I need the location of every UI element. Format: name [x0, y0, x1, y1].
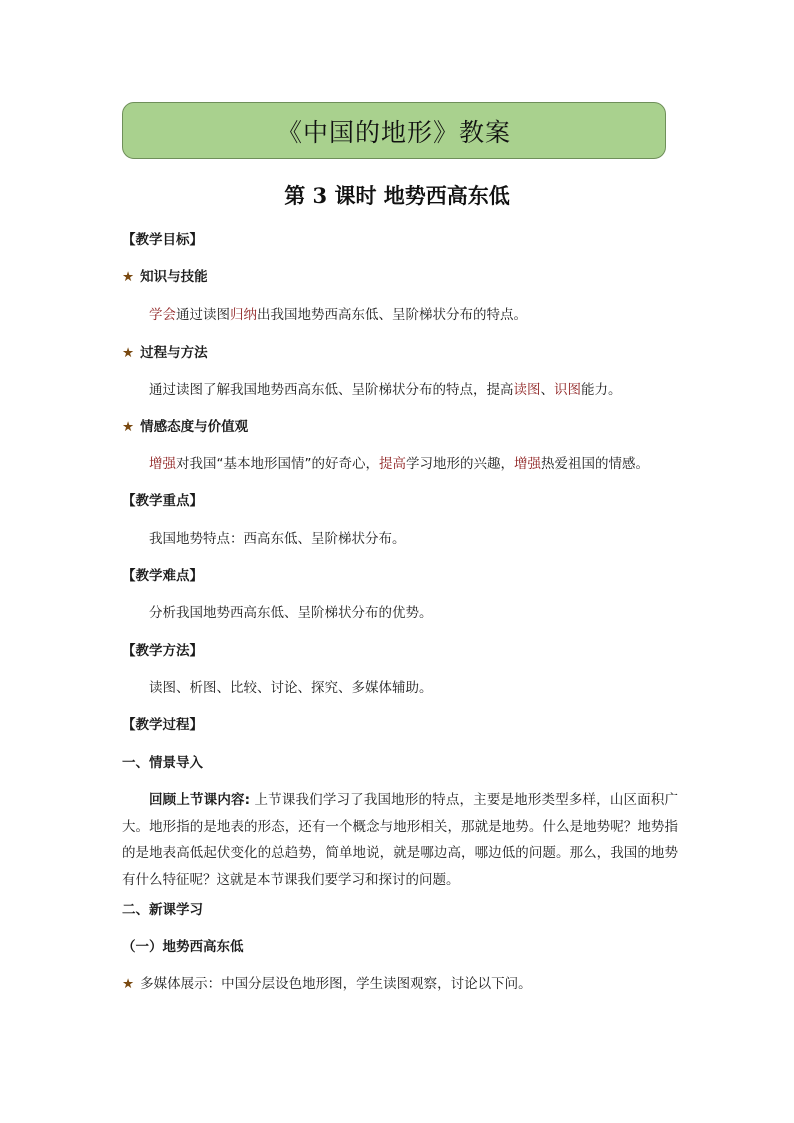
procedure-heading: 【教学过程】 — [122, 717, 203, 733]
knowledge-heading: 知识与技能 — [140, 269, 208, 285]
section2-heading: 二、新课学习 — [122, 902, 203, 918]
star-icon: ★ — [122, 345, 135, 361]
section1-heading: 一、情景导入 — [122, 755, 203, 771]
section1-paragraph — [122, 787, 678, 893]
title-banner — [122, 102, 666, 159]
highlight-text: 归纳 — [230, 307, 257, 323]
emotion-heading-row — [122, 416, 248, 438]
highlight-text: 增强 — [514, 456, 541, 472]
process-heading-row — [122, 342, 208, 364]
section1-lead: 回顾上节课内容: — [149, 792, 251, 808]
process-text — [149, 379, 622, 401]
knowledge-text — [149, 304, 527, 326]
plain-text: 热爱祖国的情感。 — [541, 456, 649, 472]
difficulties-text: 分析我国地势西高东低、呈阶梯状分布的优势。 — [149, 605, 433, 621]
section2-text-row — [122, 973, 532, 995]
difficulties-heading: 【教学难点】 — [122, 568, 203, 584]
key-points-text: 我国地势特点：西高东低、呈阶梯状分布。 — [149, 531, 406, 547]
highlight-text: 读图 — [513, 382, 541, 398]
highlight-text: 识图 — [554, 382, 581, 398]
section2-text: 多媒体展示：中国分层设色地形图，学生读图观察，讨论以下问。 — [140, 976, 532, 992]
objectives-heading: 【教学目标】 — [122, 232, 203, 248]
star-icon: ★ — [122, 419, 135, 435]
section2-subheading: （一）地势西高东低 — [122, 939, 244, 955]
section1-text: 上节课我们学习了我国地形的特点，主要是地形类型多样，山区面积广大。地形指的是地表的形态，还有一个概念与地形相关，那就是地势。什么是地势呢？地势指的是地表高低起伏变化的总趋势，简单地说，就是哪边高，哪边低的问题。那么，我国的地势有什么特征呢？这就是本节课我们要学习和探讨的问题。 — [122, 792, 678, 888]
plain-text: 、 — [540, 382, 554, 398]
process-heading: 过程与方法 — [140, 345, 208, 361]
star-icon: ★ — [122, 269, 135, 285]
methods-heading: 【教学方法】 — [122, 643, 203, 659]
lesson-subtitle: 第 3 课时 地势西高东低 — [284, 183, 510, 208]
star-icon: ★ — [122, 976, 135, 992]
highlight-text: 学会 — [149, 307, 176, 323]
plain-text: 出我国地势西高东低、呈阶梯状分布的特点。 — [257, 307, 527, 323]
plain-text: 能力。 — [581, 382, 622, 398]
key-points-heading: 【教学重点】 — [122, 493, 203, 509]
highlight-text: 提高 — [379, 456, 406, 472]
methods-text: 读图、析图、比较、讨论、探究、多媒体辅助。 — [149, 680, 433, 696]
document-title: 《中国的地形》教案 — [276, 117, 511, 147]
plain-text: 通过读图 — [176, 307, 230, 323]
plain-text: 学习地形的兴趣， — [406, 456, 514, 472]
emotion-heading: 情感态度与价值观 — [140, 419, 249, 435]
emotion-text — [149, 453, 649, 475]
highlight-text: 增强 — [149, 456, 176, 472]
plain-text: 通过读图了解我国地势西高东低、呈阶梯状分布的特点，提高 — [149, 382, 514, 398]
knowledge-heading-row — [122, 266, 208, 288]
plain-text: 对我国“基本地形国情”的好奇心， — [176, 456, 379, 472]
